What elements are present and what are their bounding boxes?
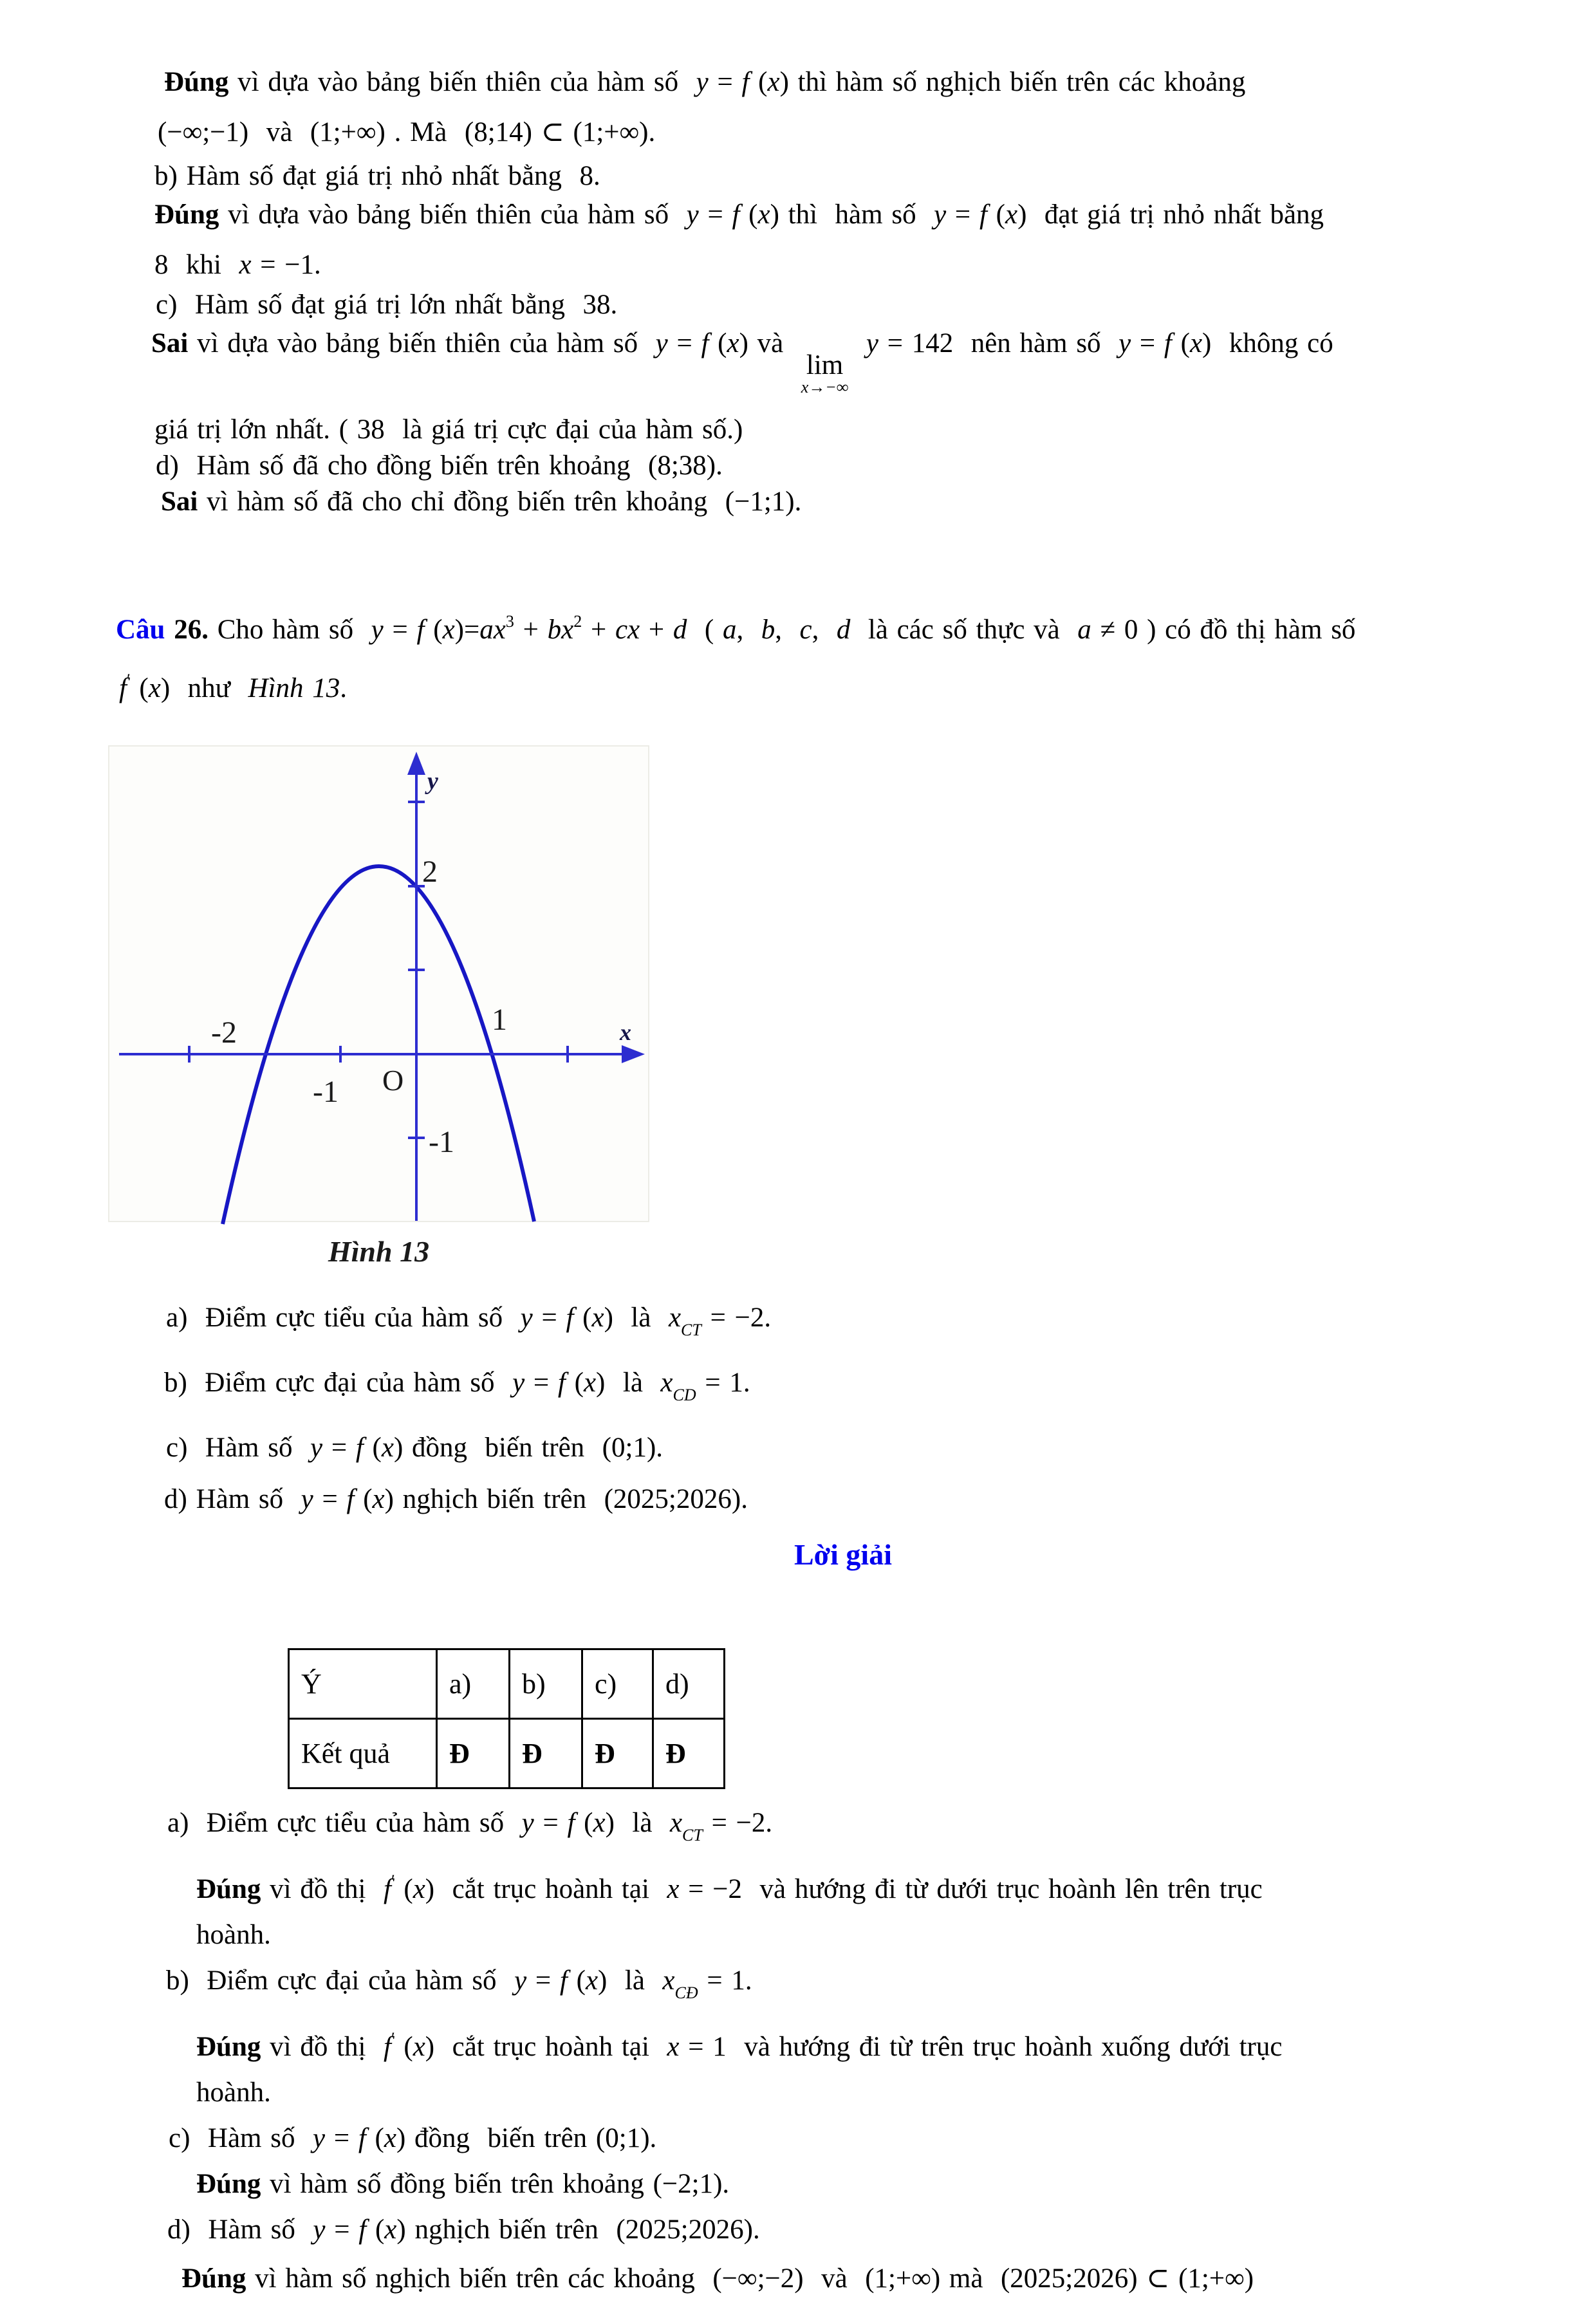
text-line — [167, 2212, 1596, 2248]
y-tick-label-2: 2 — [422, 855, 438, 889]
text-segment: y — [301, 1484, 313, 1514]
text-segment: . — [340, 673, 347, 703]
text-segment: Đúng — [181, 2263, 246, 2294]
text-segment: y — [686, 200, 699, 230]
text-line — [196, 2166, 1596, 2202]
text-segment: là các số thực và — [850, 615, 1078, 645]
text-line — [116, 604, 1596, 648]
text-segment: x — [384, 2123, 396, 2153]
text-segment: ′ — [391, 2029, 395, 2048]
text-segment: = — [1131, 328, 1164, 358]
text-segment: x — [668, 1303, 682, 1333]
text-segment: f — [567, 1808, 575, 1838]
text-segment: Đúng — [196, 1874, 261, 1904]
text-segment: ) nghịch biến trên (2025;2026). — [384, 1484, 748, 1514]
text-segment: = — [532, 1303, 566, 1333]
text-segment: x — [413, 2032, 425, 2062]
question-26-section — [0, 604, 1596, 707]
text-segment: y — [310, 1433, 323, 1463]
y-axis-arrow-icon — [407, 752, 425, 775]
text-segment: ( — [354, 1484, 373, 1514]
text-segment: ( — [567, 1965, 586, 1996]
intro-section — [0, 64, 1596, 520]
table-cell-result-c: Đ — [582, 1719, 653, 1788]
x-tick-label-minus2: -2 — [211, 1016, 237, 1050]
text-line — [151, 326, 1596, 396]
figure-caption: Hình 13 — [328, 1235, 430, 1268]
text-segment: x — [669, 1808, 683, 1838]
text-segment: ( — [565, 1368, 584, 1398]
text-line — [166, 1963, 1596, 2011]
text-segment: f — [559, 1965, 568, 1996]
text-segment: c — [799, 615, 812, 645]
text-segment: d) Hàm số đã cho đồng biến trên khoảng (8;38). — [156, 450, 723, 481]
text-segment: Đúng — [154, 200, 219, 230]
text-line — [169, 2121, 1596, 2157]
text-segment: vì đồ thị — [261, 1874, 384, 1904]
text-segment: x — [1005, 200, 1018, 230]
text-line — [154, 412, 1596, 448]
text-line — [156, 287, 1596, 323]
text-segment: ( — [575, 1808, 593, 1838]
text-segment: 26. — [174, 615, 209, 645]
text-segment: ) là — [604, 1303, 669, 1333]
table-row — [289, 1649, 725, 1719]
limit-notation: lim x→−∞ — [801, 350, 849, 396]
derivative-graph-figure — [108, 745, 649, 1222]
text-segment: = — [708, 67, 742, 97]
text-segment: y — [866, 328, 878, 358]
text-segment: = 1 và hướng đi từ trên trục hoành xuống dưới trục — [679, 2032, 1283, 2062]
text-segment: ) như — [160, 673, 248, 703]
text-segment: bx — [547, 615, 574, 645]
text-segment: Đúng — [196, 2169, 261, 2199]
text-segment: x — [413, 1874, 425, 1904]
text-segment: = — [524, 1368, 558, 1398]
origin-label: O — [382, 1064, 404, 1097]
y-tick-label-minus1: -1 — [429, 1125, 454, 1159]
text-segment: ( — [687, 615, 723, 645]
text-segment: ) thì hàm số — [770, 200, 934, 230]
text-segment: , — [775, 615, 800, 645]
text-segment: y — [934, 200, 947, 230]
text-segment: + — [514, 615, 548, 645]
text-segment: ) cắt trục hoành tại — [425, 2032, 667, 2062]
text-segment: = — [698, 200, 732, 230]
text-segment: f — [358, 2215, 367, 2245]
text-segment: ) đồng biến trên (0;1). — [396, 2123, 657, 2153]
text-segment: ( — [363, 1433, 382, 1463]
text-segment: c) Hàm số — [169, 2123, 313, 2153]
text-segment: ≠ 0 ) có đồ thị hàm số — [1091, 615, 1356, 645]
text-segment: y — [371, 615, 384, 645]
text-line — [196, 2075, 1596, 2111]
text-segment: = — [667, 328, 701, 358]
text-segment: Đúng — [164, 67, 229, 97]
text-line — [164, 1365, 1596, 1413]
text-segment: ) là — [605, 1808, 670, 1838]
text-segment: ( — [749, 67, 768, 97]
text-segment: y — [512, 1368, 525, 1398]
table-cell-b: b) — [510, 1649, 582, 1719]
table-cell-d: d) — [653, 1649, 725, 1719]
text-segment: = −1. — [251, 250, 321, 280]
text-segment: Cho hàm số — [208, 615, 371, 645]
text-segment: x — [442, 615, 455, 645]
text-segment: Sai — [161, 487, 198, 517]
text-segment: vì đồ thị — [261, 2032, 384, 2062]
y-axis-label: y — [427, 768, 438, 795]
text-segment: = — [526, 1965, 560, 1996]
text-segment: a — [722, 615, 737, 645]
text-segment: x — [767, 67, 780, 97]
text-segment: = 142 nên hàm số — [878, 328, 1119, 358]
question-items-section — [0, 1300, 1596, 1518]
text-segment: b) Hàm số đạt giá trị nhỏ nhất bằng 8. — [154, 161, 600, 191]
text-segment: x — [384, 2215, 397, 2245]
text-segment: ( — [394, 1874, 413, 1904]
text-segment: vì hàm số nghịch biến trên các khoảng (−∞;−2) và (1;+∞) mà (2025;2026) ⊂ (1;+∞) — [246, 2263, 1254, 2294]
text-segment: y — [514, 1965, 527, 1996]
text-segment: CT — [682, 1826, 703, 1844]
answer-table — [288, 1648, 725, 1789]
text-segment: = — [322, 1433, 356, 1463]
text-segment: vì hàm số đồng biến trên khoảng (−2;1). — [261, 2169, 730, 2199]
parabola-curve — [223, 866, 534, 1224]
table-cell-result-b: Đ — [510, 1719, 582, 1788]
text-segment: ( — [394, 2032, 413, 2062]
text-line — [167, 1805, 1596, 1853]
text-segment: x — [381, 1433, 394, 1463]
text-line — [154, 247, 1596, 283]
text-segment: = 1. — [698, 1965, 752, 1996]
text-segment: a) Điểm cực tiểu của hàm số — [167, 1808, 522, 1838]
text-segment: , — [736, 615, 761, 645]
text-segment: x — [239, 250, 252, 280]
text-line — [196, 1917, 1596, 1953]
table-cell-header: Ý — [289, 1649, 437, 1719]
text-segment: ( — [366, 2215, 385, 2245]
text-segment: y — [696, 67, 709, 97]
text-segment: y — [520, 1303, 533, 1333]
text-segment: ) đạt giá trị nhỏ nhất bằng — [1017, 200, 1324, 230]
table-cell-result-d: Đ — [653, 1719, 725, 1788]
text-segment: 8 khi — [154, 250, 239, 280]
text-segment: f — [383, 1874, 391, 1904]
text-segment: f — [1164, 328, 1172, 358]
text-segment — [848, 328, 866, 358]
text-segment: = — [325, 2215, 359, 2245]
text-line — [161, 484, 1596, 520]
text-segment: , — [812, 615, 837, 645]
text-segment: ( — [987, 200, 1005, 230]
text-segment: y — [313, 2215, 326, 2245]
table-cell-a: a) — [437, 1649, 510, 1719]
text-line — [164, 64, 1596, 100]
text-segment: Câu — [116, 615, 174, 645]
solution-section — [0, 1805, 1596, 2297]
text-segment: vì dựa vào bảng biến thiên của hàm số — [188, 328, 656, 358]
text-segment: b — [761, 615, 775, 645]
text-segment: x — [662, 1965, 675, 1996]
text-segment: = — [946, 200, 979, 230]
text-segment: = −2. — [702, 1808, 773, 1838]
text-segment: x — [372, 1484, 385, 1514]
text-segment: d) Hàm số — [167, 2215, 313, 2245]
text-line — [119, 662, 1596, 707]
text-segment: x — [148, 673, 161, 703]
text-segment: y — [312, 2123, 326, 2153]
text-segment: ′ — [391, 1872, 395, 1890]
text-segment: x — [583, 1368, 597, 1398]
table-cell-c: c) — [582, 1649, 653, 1719]
text-segment: f — [355, 1433, 364, 1463]
text-line — [166, 1430, 1596, 1466]
text-segment: f — [119, 673, 127, 703]
text-line — [181, 2261, 1596, 2297]
text-segment: f — [701, 328, 709, 358]
text-segment: ax — [479, 615, 506, 645]
text-segment: hoành. — [196, 2077, 271, 2108]
text-segment: b) Điểm cực đại của hàm số — [164, 1368, 513, 1398]
text-segment: = −2 và hướng đi từ dưới trục hoành lên trên trục — [679, 1874, 1263, 1904]
x-tick-label-1: 1 — [492, 1003, 507, 1037]
text-segment: x — [660, 1368, 673, 1398]
x-tick-label-minus1: -1 — [313, 1075, 339, 1109]
x-axis-label: x — [620, 1019, 631, 1045]
text-segment: + — [582, 615, 615, 645]
text-segment: ( — [709, 328, 727, 358]
text-segment: ′ — [126, 671, 131, 689]
text-segment: = −2. — [701, 1303, 772, 1333]
text-segment: giá trị lớn nhất. ( 38 là giá trị cực đại của hàm số.) — [154, 414, 743, 445]
text-segment: CĐ — [674, 1983, 698, 2002]
text-segment: ) cắt trục hoành tại — [425, 1874, 667, 1904]
text-line — [166, 1300, 1596, 1348]
text-segment: 2 — [573, 612, 582, 631]
text-segment: ( — [424, 615, 443, 645]
text-segment: x — [667, 1874, 680, 1904]
text-segment: x — [1189, 328, 1203, 358]
text-segment: ( — [1171, 328, 1190, 358]
text-segment: x — [591, 1303, 604, 1333]
text-segment: ) là — [598, 1965, 663, 1996]
text-segment: vì hàm số đã cho chỉ đồng biến trên khoảng (−1;1). — [198, 487, 802, 517]
text-segment: d — [673, 615, 687, 645]
text-segment: f — [346, 1484, 355, 1514]
text-segment: CD — [673, 1386, 696, 1404]
text-segment: ) đồng biến trên (0;1). — [393, 1433, 663, 1463]
text-segment: a) Điểm cực tiểu của hàm số — [166, 1303, 521, 1333]
text-segment: a — [1077, 615, 1091, 645]
text-segment: x — [667, 2032, 680, 2062]
text-segment: f — [358, 2123, 366, 2153]
text-segment: y — [1118, 328, 1131, 358]
text-segment: vì dựa vào bảng biến thiên của hàm số — [219, 200, 687, 230]
text-segment: cx — [615, 615, 640, 645]
table-row — [289, 1719, 725, 1788]
text-segment: x — [593, 1808, 606, 1838]
text-segment: d) Hàm số — [164, 1484, 301, 1514]
document-page — [0, 64, 1596, 2322]
text-line — [154, 158, 1596, 194]
text-line — [154, 197, 1596, 233]
text-segment: 3 — [505, 612, 514, 631]
text-segment: = 1. — [696, 1368, 750, 1398]
table-cell-result-label: Kết quả — [289, 1719, 437, 1788]
text-segment: ( — [130, 673, 149, 703]
text-segment: )= — [454, 615, 480, 645]
text-segment: ) không có — [1202, 328, 1333, 358]
text-segment: f — [566, 1303, 574, 1333]
text-segment: f — [416, 615, 425, 645]
text-line — [196, 1863, 1596, 1908]
text-segment: vì dựa vào bảng biến thiên của hàm số — [228, 67, 696, 97]
derivative-graph — [109, 747, 648, 1221]
text-segment: b) Điểm cực đại của hàm số — [166, 1965, 515, 1996]
text-segment: f — [732, 200, 740, 230]
text-segment: ( — [573, 1303, 592, 1333]
text-line — [164, 1481, 1596, 1518]
text-segment: f — [383, 2032, 391, 2062]
text-segment: ) là — [596, 1368, 661, 1398]
text-segment: Sai — [151, 328, 189, 358]
text-segment: ) và — [739, 328, 801, 358]
text-segment: ) nghịch biến trên (2025;2026). — [396, 2215, 760, 2245]
text-segment: ( — [366, 2123, 384, 2153]
text-segment: CT — [681, 1321, 701, 1339]
text-segment: c) Hàm số — [166, 1433, 310, 1463]
text-segment: = — [383, 615, 417, 645]
text-segment: hoành. — [196, 1920, 271, 1950]
text-segment: = — [325, 2123, 358, 2153]
text-segment: c) Hàm số đạt giá trị lớn nhất bằng 38. — [156, 290, 618, 320]
text-segment: = — [534, 1808, 568, 1838]
text-segment: Đúng — [196, 2032, 261, 2062]
text-segment: + — [640, 615, 673, 645]
text-segment: x — [757, 200, 770, 230]
text-line — [156, 448, 1596, 484]
text-line — [196, 2021, 1596, 2065]
text-segment: d — [836, 615, 851, 645]
text-segment: f — [979, 200, 987, 230]
text-segment: f — [741, 67, 750, 97]
text-segment: ( — [739, 200, 758, 230]
text-segment: = — [313, 1484, 347, 1514]
text-line — [158, 115, 1596, 151]
text-segment: ) thì hàm số nghịch biến trên các khoảng — [779, 67, 1246, 97]
text-segment: x — [727, 328, 739, 358]
text-segment: (−∞;−1) và (1;+∞) . Mà (8;14) ⊂ (1;+∞). — [158, 117, 656, 147]
text-segment: Hình 13 — [248, 673, 340, 703]
text-segment: f — [557, 1368, 566, 1398]
text-segment: y — [521, 1808, 534, 1838]
text-segment: x — [585, 1965, 598, 1996]
table-cell-result-a: Đ — [437, 1719, 510, 1788]
x-axis-arrow-icon — [622, 1045, 645, 1063]
solution-title: Lời giải — [794, 1538, 892, 1571]
text-segment: y — [655, 328, 668, 358]
